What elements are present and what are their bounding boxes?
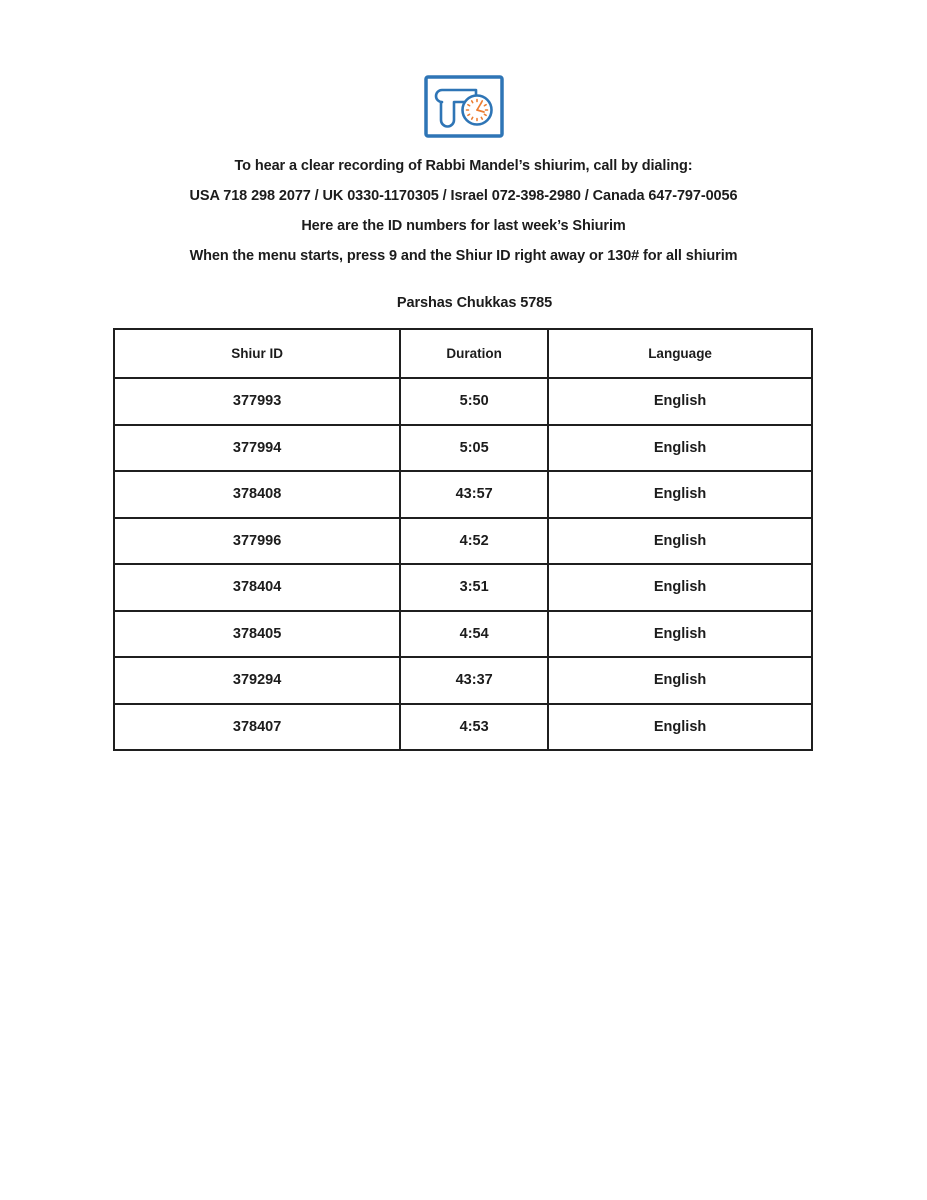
table-cell: 378408 <box>114 471 400 518</box>
table-row <box>114 471 812 518</box>
shiur-table <box>113 328 813 751</box>
table-cell: 4:54 <box>400 611 548 658</box>
table-cell: English <box>548 657 812 704</box>
table-row <box>114 564 812 611</box>
table-row <box>114 611 812 658</box>
table-cell: 377994 <box>114 425 400 472</box>
table-cell: English <box>548 704 812 751</box>
shiur-table-header <box>114 329 812 378</box>
clock-T-logo-icon <box>424 75 504 138</box>
logo-container <box>0 0 927 143</box>
table-cell: 5:50 <box>400 378 548 425</box>
table-cell: 378407 <box>114 704 400 751</box>
column-header-language: Language <box>548 329 812 378</box>
table-cell: English <box>548 518 812 565</box>
table-row <box>114 378 812 425</box>
table-cell: 379294 <box>114 657 400 704</box>
shiur-table-body <box>114 378 812 750</box>
table-cell: English <box>548 564 812 611</box>
table-cell: 377993 <box>114 378 400 425</box>
intro-text-block <box>0 151 927 271</box>
intro-line-phone-numbers: USA 718 298 2077 / UK 0330-1170305 / Israel 072-398-2980 / Canada 647-797-0056 <box>189 188 738 204</box>
table-cell: English <box>548 611 812 658</box>
parsha-title: Parshas Chukkas 5785 <box>396 295 553 311</box>
table-cell: 43:57 <box>400 471 548 518</box>
table-cell: 4:53 <box>400 704 548 751</box>
table-cell: 4:52 <box>400 518 548 565</box>
intro-line-id-numbers: Here are the ID numbers for last week’s Shiurim <box>301 218 626 234</box>
table-cell: English <box>548 425 812 472</box>
table-row <box>114 657 812 704</box>
table-row <box>114 518 812 565</box>
intro-line-menu-instructions: When the menu starts, press 9 and the Shiur ID right away or 130# for all shiurim <box>189 248 738 264</box>
table-cell: 5:05 <box>400 425 548 472</box>
table-cell: 377996 <box>114 518 400 565</box>
table-cell: 378405 <box>114 611 400 658</box>
table-cell: 378404 <box>114 564 400 611</box>
table-cell: English <box>548 378 812 425</box>
intro-line-dialing: To hear a clear recording of Rabbi Mandel’s shiurim, call by dialing: <box>234 158 693 174</box>
table-cell: 3:51 <box>400 564 548 611</box>
column-header-duration: Duration <box>400 329 548 378</box>
column-header-shiur-id: Shiur ID <box>114 329 400 378</box>
table-cell: 43:37 <box>400 657 548 704</box>
table-header-row <box>114 329 812 378</box>
table-row <box>114 425 812 472</box>
table-row <box>114 704 812 751</box>
table-cell: English <box>548 471 812 518</box>
